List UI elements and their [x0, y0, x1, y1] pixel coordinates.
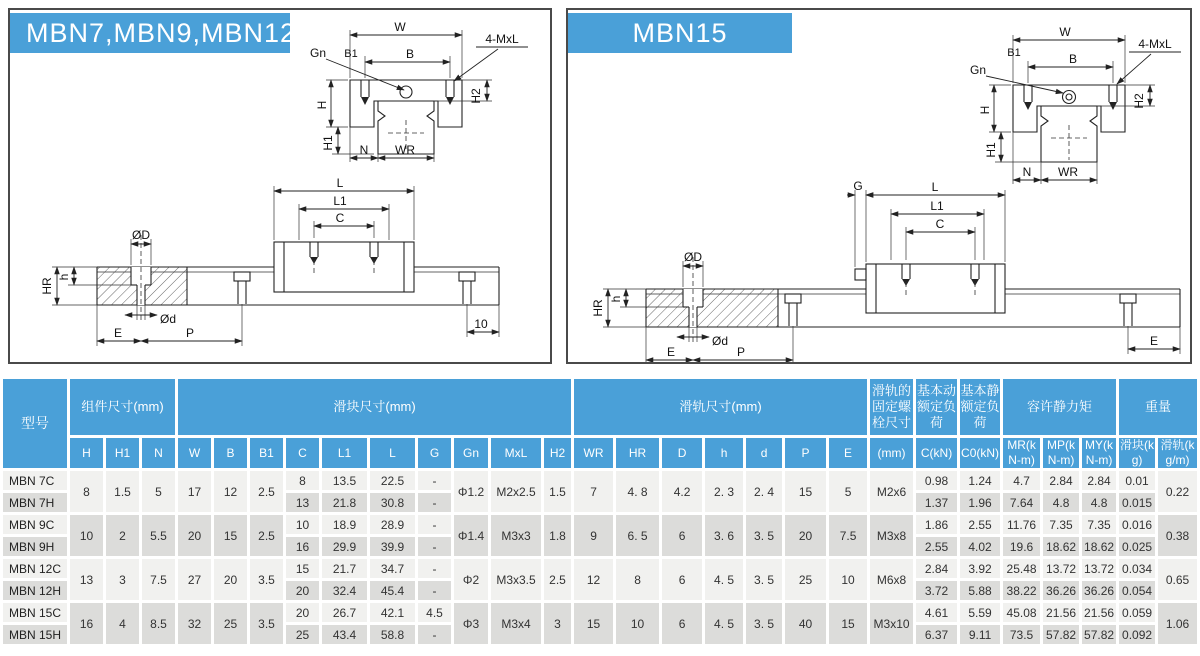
- table-cell: 32.4: [322, 581, 367, 600]
- table-cell: 5.59: [960, 603, 1000, 622]
- table-cell: 8: [286, 471, 319, 490]
- table-cell: -: [418, 471, 451, 490]
- dim-label-h: H: [978, 105, 992, 115]
- table-cell: 27: [178, 559, 211, 600]
- table-cell: 20: [214, 559, 247, 600]
- column-header: 滑块(kg): [1120, 438, 1155, 467]
- table-cell: 38.22: [1003, 581, 1040, 600]
- table-cell: 0.092: [1119, 625, 1155, 644]
- dim-label-wr: WR: [1058, 165, 1078, 179]
- column-header: H: [70, 438, 103, 468]
- table-cell: 4.8: [1043, 493, 1079, 512]
- panel-title-text: MBN7,MBN9,MBN12: [26, 17, 297, 48]
- column-header: MR(kN-m): [1003, 438, 1040, 468]
- table-cell: 18.62: [1043, 537, 1079, 556]
- table-cell: 9.11: [960, 625, 1000, 644]
- column-header: G: [418, 438, 451, 468]
- table-cell: 15: [574, 603, 613, 644]
- dim-label-c: C: [935, 217, 945, 231]
- column-header: B1: [250, 438, 283, 468]
- table-cell: 29.9: [322, 537, 367, 556]
- column-header: H2: [544, 438, 571, 468]
- column-header: MY(kN-m): [1082, 438, 1116, 468]
- dim-label-h: H: [315, 100, 329, 110]
- table-cell: 3.5: [250, 559, 283, 600]
- table-cell: 10: [829, 559, 867, 600]
- column-header: W: [178, 438, 211, 468]
- dim-label-b1: B1: [344, 48, 358, 60]
- table-cell: 0.054: [1119, 581, 1155, 600]
- table-cell: 0.01: [1119, 471, 1155, 490]
- dim-label-4mxl: 4-MxL: [485, 32, 519, 46]
- panel-title-text: MBN15: [632, 17, 728, 48]
- dim-label-gn: Gn: [309, 46, 327, 60]
- column-header: 滑轨(kg/m): [1158, 438, 1197, 468]
- dim-label-wr: WR: [395, 143, 415, 157]
- table-cell: 1.5: [106, 471, 139, 512]
- column-group-assembly-size: 组件尺寸(mm): [70, 379, 175, 435]
- table-cell: -: [418, 493, 451, 512]
- table-cell: 2.84: [916, 559, 957, 578]
- table-cell: 6: [662, 603, 702, 644]
- table-cell: 16: [286, 537, 319, 556]
- rail-hatched-section: [646, 289, 778, 327]
- table-cell: 11.76: [1003, 515, 1040, 534]
- column-header: L1: [322, 438, 367, 468]
- table-cell: 21.56: [1082, 603, 1116, 622]
- table-cell: 17: [178, 471, 211, 512]
- table-cell: M3x3: [491, 515, 541, 556]
- table-cell: 15: [785, 471, 826, 512]
- table-cell: 2.55: [960, 515, 1000, 534]
- panel-title-mbn7-9-12: [10, 13, 297, 53]
- table-cell: 57.82: [1043, 625, 1079, 644]
- column-header: C: [286, 438, 319, 468]
- table-cell: M2x6: [870, 471, 913, 512]
- table-cell: 6: [662, 559, 702, 600]
- table-cell: 21.8: [322, 493, 367, 512]
- column-header: C(kN): [916, 438, 957, 468]
- table-cell: 3. 6: [705, 515, 743, 556]
- dim-label-l1: L1: [333, 194, 347, 208]
- table-cell: 2: [106, 515, 139, 556]
- table-row: [3, 603, 1197, 622]
- table-cell: 20: [178, 515, 211, 556]
- dim-label-l: L: [931, 180, 939, 194]
- dim-label-h1: H1: [984, 142, 998, 158]
- dim-label-e-right: E: [1149, 334, 1159, 348]
- model-cell: MBN 7C: [3, 471, 67, 490]
- table-cell: 1.06: [1158, 603, 1197, 644]
- table-cell: 73.5: [1003, 625, 1040, 644]
- table-cell: 5: [829, 471, 867, 512]
- dim-label-e: E: [666, 345, 676, 359]
- table-cell: 15: [829, 603, 867, 644]
- table-cell: 8: [616, 559, 659, 600]
- table-cell: 36.26: [1043, 581, 1079, 600]
- table-cell: 1.96: [960, 493, 1000, 512]
- dim-label-10: 10: [474, 317, 488, 331]
- carriage-side: [274, 242, 414, 292]
- table-cell: 1.5: [544, 471, 571, 512]
- table-cell: 6. 5: [616, 515, 659, 556]
- table-cell: 13.72: [1043, 559, 1079, 578]
- column-group-rail-bolt-size: 滑轨的固定螺栓尺寸: [870, 379, 913, 435]
- model-cell: MBN 7H: [3, 493, 67, 512]
- dim-label-hr: HR: [40, 277, 54, 295]
- column-header-model: 型号: [3, 379, 67, 468]
- table-cell: 25: [286, 625, 319, 644]
- column-header: WR: [574, 438, 613, 468]
- table-cell: 3. 5: [746, 515, 782, 556]
- technical-drawing-mbn7-9-12: [10, 10, 550, 362]
- table-cell: 36.26: [1082, 581, 1116, 600]
- column-group-dynamic-load: 基本动额定负荷: [916, 379, 957, 435]
- dim-label-c: C: [335, 211, 345, 225]
- column-header: B: [214, 438, 247, 468]
- table-cell: 2.55: [916, 537, 957, 556]
- table-cell: 2. 3: [705, 471, 743, 512]
- table-cell: 25: [785, 559, 826, 600]
- table-cell: 28.9: [370, 515, 415, 534]
- dim-label-gn: Gn: [969, 63, 987, 77]
- column-header: E: [829, 438, 867, 468]
- column-group-static-moment: 容许静力矩: [1003, 379, 1116, 435]
- table-cell: 0.025: [1119, 537, 1155, 556]
- table-cell: 4.5: [418, 603, 451, 622]
- table-cell: 1.86: [916, 515, 957, 534]
- table-cell: M3x10: [870, 603, 913, 644]
- table-cell: 3: [544, 603, 571, 644]
- model-cell: MBN 15H: [3, 625, 67, 644]
- table-cell: -: [418, 559, 451, 578]
- table-cell: 0.22: [1158, 471, 1197, 512]
- table-row: [3, 559, 1197, 578]
- dim-label-w: W: [1059, 25, 1071, 39]
- table-cell: 0.65: [1158, 559, 1197, 600]
- table-cell: -: [418, 515, 451, 534]
- table-cell: 40: [785, 603, 826, 644]
- model-cell: MBN 9H: [3, 537, 67, 556]
- table-cell: -: [418, 537, 451, 556]
- model-cell: MBN 12H: [3, 581, 67, 600]
- table-cell: 30.8: [370, 493, 415, 512]
- table-cell: 15: [286, 559, 319, 578]
- column-group-static-load: 基本静额定负荷: [960, 379, 1000, 435]
- table-cell: 0.016: [1119, 515, 1155, 534]
- table-cell: 16: [70, 603, 103, 644]
- column-header: H1: [106, 438, 139, 468]
- bolt-hole-left: [1024, 102, 1032, 110]
- table-cell: 21.56: [1043, 603, 1079, 622]
- column-header: Gn: [454, 438, 488, 468]
- table-cell: 3. 5: [746, 603, 782, 644]
- table-cell: -: [418, 625, 451, 644]
- side-view: [591, 179, 1180, 362]
- table-cell: 34.7: [370, 559, 415, 578]
- cross-section-view: [970, 25, 1181, 184]
- table-cell: 4. 5: [705, 603, 743, 644]
- dim-label-n: N: [359, 143, 369, 157]
- table-cell: 10: [70, 515, 103, 556]
- table-cell: 0.034: [1119, 559, 1155, 578]
- table-cell: 12: [214, 471, 247, 512]
- table-cell: 2.5: [250, 515, 283, 556]
- table-cell: 18.62: [1082, 537, 1116, 556]
- dim-label-dia-d-big: ØD: [684, 250, 702, 264]
- table-cell: M3x3.5: [491, 559, 541, 600]
- table-cell: 22.5: [370, 471, 415, 490]
- table-cell: 7: [574, 471, 613, 512]
- dim-label-h-small: h: [609, 295, 623, 303]
- column-header: h: [705, 438, 743, 468]
- column-header: P: [785, 438, 826, 468]
- column-group-rail-size: 滑轨尺寸(mm): [574, 379, 867, 435]
- model-cell: MBN 15C: [3, 603, 67, 622]
- carriage-side: [866, 264, 1005, 313]
- table-cell: 58.8: [370, 625, 415, 644]
- table-cell: 8: [70, 471, 103, 512]
- table-cell: 25.48: [1003, 559, 1040, 578]
- dim-label-b: B: [405, 47, 415, 61]
- table-cell: 5.88: [960, 581, 1000, 600]
- table-cell: 45.4: [370, 581, 415, 600]
- table-cell: 3.5: [250, 603, 283, 644]
- column-header: MxL: [491, 438, 541, 468]
- dim-label-dia-d-big: ØD: [132, 228, 150, 242]
- table-cell: 5.5: [142, 515, 175, 556]
- table-cell: 25: [214, 603, 247, 644]
- dim-label-h-small: h: [57, 273, 71, 281]
- table-cell: 13.5: [322, 471, 367, 490]
- table-cell: Φ2: [454, 559, 488, 600]
- table-cell: 9: [574, 515, 613, 556]
- table-cell: 39.9: [370, 537, 415, 556]
- column-header: HR: [616, 438, 659, 468]
- table-cell: 3: [106, 559, 139, 600]
- table-row: [3, 515, 1197, 534]
- table-cell: 45.08: [1003, 603, 1040, 622]
- dim-label-h2: H2: [469, 88, 483, 104]
- end-nipple: [855, 269, 866, 280]
- model-cell: MBN 12C: [3, 559, 67, 578]
- table-cell: 2.84: [1043, 471, 1079, 490]
- table-cell: 7.5: [142, 559, 175, 600]
- cross-section-view: [310, 20, 528, 162]
- dim-label-l: L: [336, 176, 344, 190]
- column-header: MP(kN-m): [1043, 438, 1079, 468]
- table-cell: 10: [616, 603, 659, 644]
- dim-label-4mxl: 4-MxL: [1138, 37, 1172, 51]
- table-cell: 3. 5: [746, 559, 782, 600]
- table-cell: 20: [286, 581, 319, 600]
- dim-label-l1: L1: [930, 199, 944, 213]
- table-cell: Φ3: [454, 603, 488, 644]
- table-cell: 57.82: [1082, 625, 1116, 644]
- table-cell: 2.5: [544, 559, 571, 600]
- table-cell: 7.35: [1043, 515, 1079, 534]
- table-cell: 4.02: [960, 537, 1000, 556]
- table-cell: M3x8: [870, 515, 913, 556]
- grease-nipple: [1063, 91, 1076, 104]
- technical-drawing-mbn15: [568, 10, 1190, 362]
- table-cell: M2x2.5: [491, 471, 541, 512]
- dim-label-n: N: [1022, 165, 1032, 179]
- column-header: C0(kN): [960, 438, 1000, 468]
- dim-label-p: P: [185, 326, 195, 340]
- table-cell: 0.98: [916, 471, 957, 490]
- table-cell: 21.7: [322, 559, 367, 578]
- table-cell: Φ1.2: [454, 471, 488, 512]
- table-cell: 20: [785, 515, 826, 556]
- dim-label-dia-d-small: Ød: [159, 312, 177, 326]
- table-cell: 20: [286, 603, 319, 622]
- table-cell: 0.38: [1158, 515, 1197, 556]
- table-cell: 1.37: [916, 493, 957, 512]
- table-cell: 18.9: [322, 515, 367, 534]
- table-cell: 6: [662, 515, 702, 556]
- table-cell: 4: [106, 603, 139, 644]
- table-cell: 1.24: [960, 471, 1000, 490]
- table-cell: 13: [70, 559, 103, 600]
- table-cell: M3x4: [491, 603, 541, 644]
- column-header: N: [142, 438, 175, 468]
- table-cell: 4.8: [1082, 493, 1116, 512]
- column-group-block-size: 滑块尺寸(mm): [178, 379, 571, 435]
- table-cell: 3.92: [960, 559, 1000, 578]
- model-cell: MBN 9C: [3, 515, 67, 534]
- table-cell: 43.4: [322, 625, 367, 644]
- table-cell: 0.059: [1119, 603, 1155, 622]
- table-cell: M6x8: [870, 559, 913, 600]
- table-cell: 15: [214, 515, 247, 556]
- carriage-block-section: [1013, 85, 1125, 132]
- dim-label-g: G: [853, 179, 863, 193]
- column-header: d: [746, 438, 782, 468]
- column-header: D: [662, 438, 702, 468]
- table-cell: 13.72: [1082, 559, 1116, 578]
- panel-title-mbn15: [568, 13, 792, 53]
- table-cell: 4. 8: [616, 471, 659, 512]
- dim-label-p: P: [736, 345, 746, 359]
- drawing-panel-mbn15: [566, 8, 1192, 364]
- table-cell: 42.1: [370, 603, 415, 622]
- table-cell: 7.5: [829, 515, 867, 556]
- table-cell: 7.64: [1003, 493, 1040, 512]
- table-cell: 3.72: [916, 581, 957, 600]
- dim-label-b: B: [1068, 52, 1078, 66]
- specification-table: [0, 376, 1200, 647]
- table-cell: 26.7: [322, 603, 367, 622]
- side-view: [40, 176, 499, 346]
- table-cell: 12: [574, 559, 613, 600]
- table-cell: 32: [178, 603, 211, 644]
- table-cell: 6.37: [916, 625, 957, 644]
- drawing-panel-mbn7-9-12: [8, 8, 552, 364]
- table-cell: 8.5: [142, 603, 175, 644]
- table-cell: 4.2: [662, 471, 702, 512]
- table-cell: 2. 4: [746, 471, 782, 512]
- table-cell: 10: [286, 515, 319, 534]
- column-group-weight: 重量: [1119, 379, 1197, 435]
- table-cell: 4.7: [1003, 471, 1040, 490]
- dim-label-b1: B1: [1007, 47, 1021, 59]
- dim-label-hr: HR: [591, 299, 605, 317]
- table-row: [3, 471, 1197, 490]
- table-cell: 19.6: [1003, 537, 1040, 556]
- table-cell: 1.8: [544, 515, 571, 556]
- carriage-block-section: [350, 80, 462, 127]
- table-cell: 0.015: [1119, 493, 1155, 512]
- dim-label-w: W: [394, 20, 406, 34]
- table-cell: 2.5: [250, 471, 283, 512]
- table-cell: Φ1.4: [454, 515, 488, 556]
- bolt-hole-left: [361, 97, 369, 105]
- table-cell: 4.61: [916, 603, 957, 622]
- column-header: (mm): [870, 438, 913, 468]
- dim-label-h1: H1: [321, 135, 335, 151]
- table-cell: 5: [142, 471, 175, 512]
- column-header: L: [370, 438, 415, 468]
- table-cell: 7.35: [1082, 515, 1116, 534]
- table-cell: 13: [286, 493, 319, 512]
- dim-label-h2: H2: [1132, 93, 1146, 109]
- table-cell: 4. 5: [705, 559, 743, 600]
- table-cell: 2.84: [1082, 471, 1116, 490]
- table-cell: -: [418, 581, 451, 600]
- dim-label-dia-d-small: Ød: [711, 334, 729, 348]
- dim-label-e: E: [113, 326, 123, 340]
- ball-detail: [400, 86, 412, 98]
